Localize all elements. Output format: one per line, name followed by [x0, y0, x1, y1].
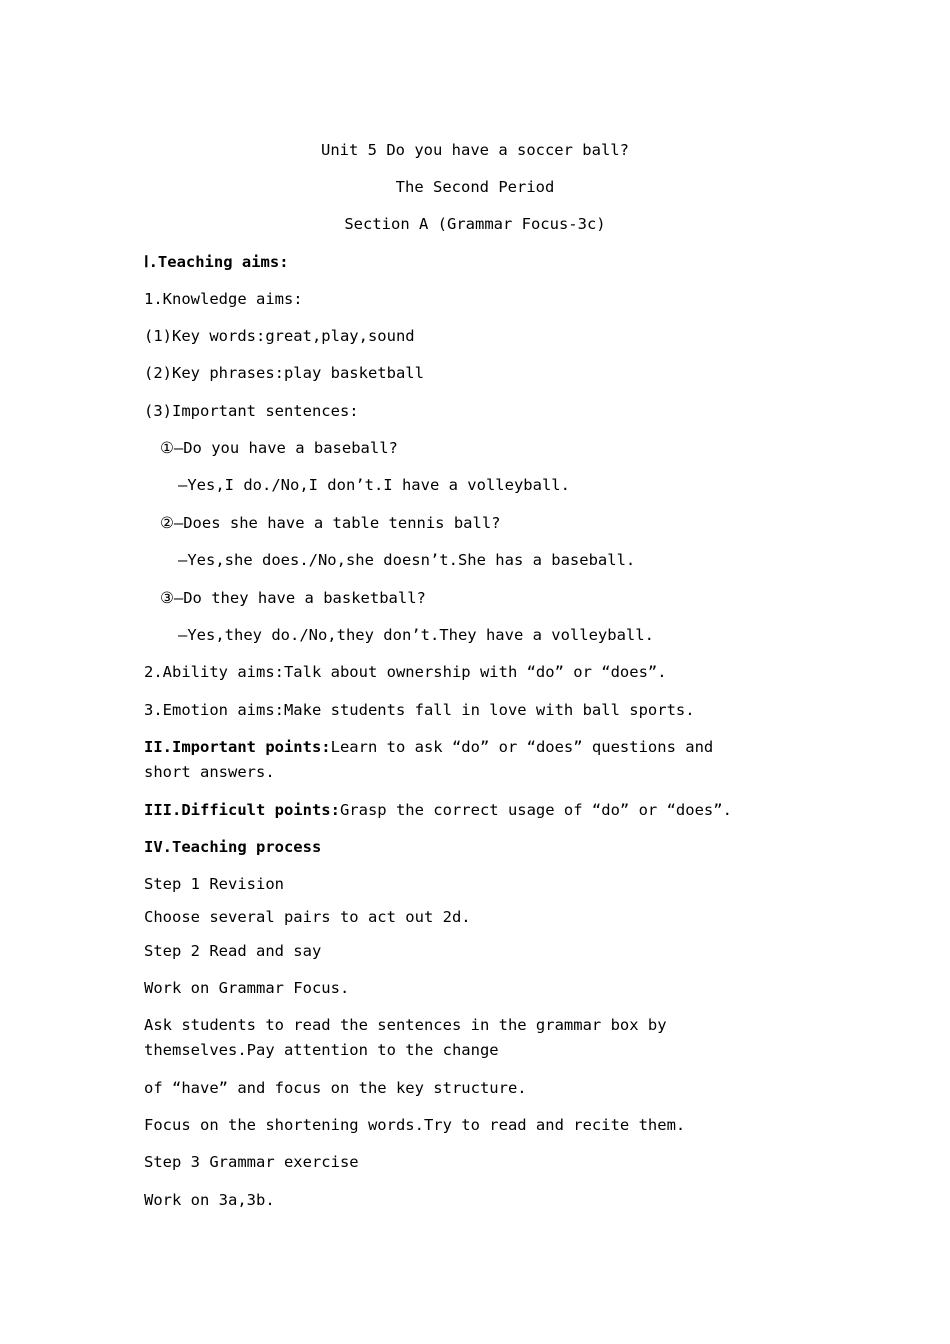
- sentence-3-answer: —Yes,they do./No,they don’t.They have a volleyball.: [178, 626, 654, 644]
- document-title: Unit 5 Do you have a soccer ball?: [321, 141, 629, 159]
- emotion-aims: 3.Emotion aims:Make students fall in love with ball sports.: [144, 701, 695, 719]
- period-subtitle: The Second Period: [395, 178, 555, 196]
- teaching-process-heading: IV.Teaching process: [144, 838, 322, 856]
- step-3-text: Work on 3a,3b.: [144, 1191, 275, 1209]
- difficult-points: [144, 800, 732, 820]
- step-2-text-1: Work on Grammar Focus.: [144, 979, 350, 997]
- important-sentences-label: (3)Important sentences:: [144, 402, 359, 420]
- step-2-text-2: Ask students to read the sentences in the grammar box by themselves.Pay attention to the change: [144, 1016, 667, 1059]
- sentence-1-question: ①—Do you have a baseball?: [160, 439, 398, 457]
- sentence-1-answer: —Yes,I do./No,I don’t.I have a volleyball.: [178, 476, 570, 494]
- difficult-points-text: Grasp the correct usage of “do” or “does”.: [339, 801, 732, 819]
- key-words: (1)Key words:great,play,sound: [144, 327, 415, 345]
- important-points-text: Learn to ask “do” or “does” questions and short answers.: [144, 738, 714, 781]
- ability-aims: 2.Ability aims:Talk about ownership with “do” or “does”.: [144, 663, 667, 681]
- section-subtitle: Section A (Grammar Focus-3c): [344, 215, 606, 233]
- important-points-label: II.Important points:: [144, 738, 331, 756]
- step-2-text-4: Focus on the shortening words.Try to read and recite them.: [144, 1116, 686, 1134]
- step-1-heading: Step 1 Revision: [144, 875, 284, 893]
- step-2-text-3: of “have” and focus on the key structure.: [144, 1079, 527, 1097]
- key-phrases: (2)Key phrases:play basketball: [144, 364, 424, 382]
- sentence-2-answer: —Yes,she does./No,she doesn’t.She has a baseball.: [178, 551, 636, 569]
- step-1-text: Choose several pairs to act out 2d.: [144, 908, 471, 926]
- knowledge-aims: 1.Knowledge aims:: [144, 290, 303, 308]
- teaching-aims-heading: Ⅰ.Teaching aims:: [144, 253, 289, 271]
- difficult-points-label: III.Difficult points:: [144, 801, 340, 819]
- sentence-3-question: ③—Do they have a basketball?: [160, 589, 426, 607]
- step-2-heading: Step 2 Read and say: [144, 942, 322, 960]
- step-3-heading: Step 3 Grammar exercise: [144, 1153, 359, 1171]
- important-points: [144, 735, 754, 785]
- sentence-2-question: ②—Does she have a table tennis ball?: [160, 514, 501, 532]
